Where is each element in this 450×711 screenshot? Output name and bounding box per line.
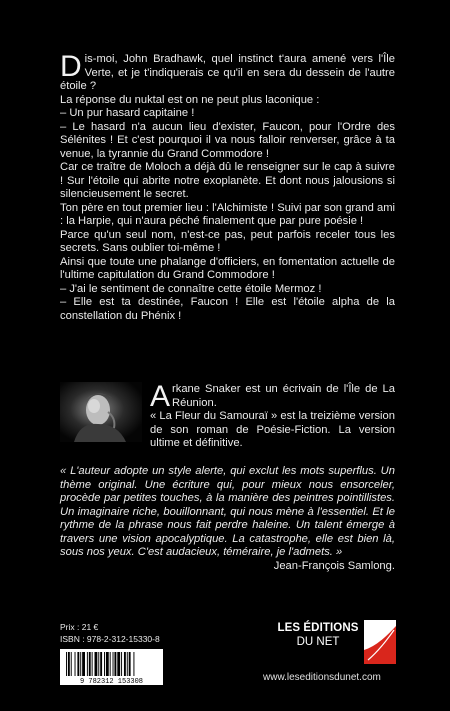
barcode [60, 649, 163, 685]
barcode-bar [124, 652, 126, 676]
barcode-bar [104, 652, 105, 676]
synopsis-line: – Un pur hasard capitaine ! [60, 107, 195, 119]
barcode-bar [77, 652, 79, 676]
author-photo [60, 382, 142, 442]
barcode-bar [80, 652, 81, 676]
synopsis-line: La réponse du nuktal est on ne peut plus laconique : [60, 93, 320, 106]
author-bio [150, 380, 395, 451]
publisher-mark-icon [364, 620, 396, 664]
review-quote [60, 465, 395, 573]
barcode-bar [89, 652, 91, 676]
barcode-bar [82, 652, 85, 676]
price-label: Prix : 21 € [60, 622, 99, 632]
synopsis-drop-cap: D [60, 50, 82, 83]
barcode-bar [75, 652, 76, 676]
barcode-bar [121, 652, 122, 676]
barcode-bar [133, 652, 134, 676]
review-author: Jean-François Samlong. [273, 559, 395, 572]
synopsis-line: Parce qu'un seul nom, n'est-ce pas, peut parfois receler tous les secrets. Sans oublier toi-même ! [60, 228, 395, 254]
author-drop-cap: A [150, 380, 171, 413]
barcode-bar [117, 652, 120, 676]
barcode-bar [114, 652, 116, 676]
publisher-name-line1: LES ÉDITIONS [277, 622, 359, 634]
barcode-bar [92, 652, 93, 676]
review-text: « L'auteur adopte un style alerte, qui exclut les mots superflus. Un thème original. Une écriture qui, pour mieux nous ensorceler, procède par petites touches, à la manière des peintres pointillistes. Un imaginaire riche, bouillonnant, qui nous mène à l'essentiel. Et le rythme de la phrase nous fait perdre haleine. Un talent émerge à travers une vision apocalyptique. La catastrophe, elle est bien là, sous nos yeux. C'est audacieux, téméraire, je l'admets. » [60, 465, 395, 558]
barcode-digits: 9 782312 153308 [79, 678, 144, 685]
barcode-bar [110, 652, 111, 676]
barcode-bar [71, 652, 72, 676]
synopsis-opening [60, 50, 395, 94]
synopsis-line: – J'ai le sentiment de connaître cette étoile Mermoz ! [60, 282, 322, 295]
synopsis-line: – Elle est ta destinée, Faucon ! Elle est l'étoile alpha de la constellation du Phénix ! [60, 296, 395, 322]
barcode-bar [113, 652, 114, 676]
barcode-bar [106, 652, 109, 676]
barcode-bar [100, 652, 102, 676]
synopsis-lead: is-moi, John Bradhawk, quel instinct t'aura amené vers l'Île Verte, et je t'indiquerais ce qu'il en sera du dessein de l'autre étoile ? [60, 53, 395, 92]
barcode-bar [127, 652, 128, 676]
synopsis-line: Car ce traître de Moloch a déjà dû le renseigner sur le cap à suivre ! Sur l'étoile qui abrite notre exoplanète. Et dont nous jalousions si silencieusement le secret. [60, 161, 395, 200]
barcode-bar [98, 652, 99, 676]
synopsis-line: Ton père en tout premier lieu : l'Alchimiste ! Suivi par son grand ami : la Harpie, qui n'aura péché finalement que par pure poésie ! [60, 201, 395, 227]
barcode-bar [66, 652, 67, 676]
barcode-bar [87, 652, 88, 676]
isbn-label: ISBN : 978-2-312-15330-8 [60, 634, 160, 644]
barcode-bar [68, 652, 70, 676]
back-cover-synopsis [60, 50, 395, 323]
publisher-website: www.leseditionsdunet.com [263, 672, 381, 683]
synopsis-line: – Le hasard n'a aucun lieu d'exister, Faucon, pour l'Ordre des Sélénites ! Et c'est pourquoi il va nous falloir renverser, grâce à ta venue, la tyrannie du Grand Commodore ! [60, 120, 395, 160]
author-bio-lead: rkane Snaker est un écrivain de l'Île de La Réunion. [172, 383, 395, 409]
publisher-name-line2: DU NET [296, 636, 340, 648]
author-bio-intro [150, 380, 395, 413]
barcode-bar [129, 652, 131, 676]
synopsis-line: Ainsi que toute une phalange d'officiers, en fomentation actuelle de l'ultime capitulation du Grand Commodore ! [60, 255, 395, 281]
barcode-bar [95, 652, 98, 676]
publisher-logo [272, 620, 397, 664]
author-bio-line: « La Fleur du Samouraï » est la treizième version de son roman de Poésie-Fiction. La version ultime et définitive. [150, 410, 395, 449]
